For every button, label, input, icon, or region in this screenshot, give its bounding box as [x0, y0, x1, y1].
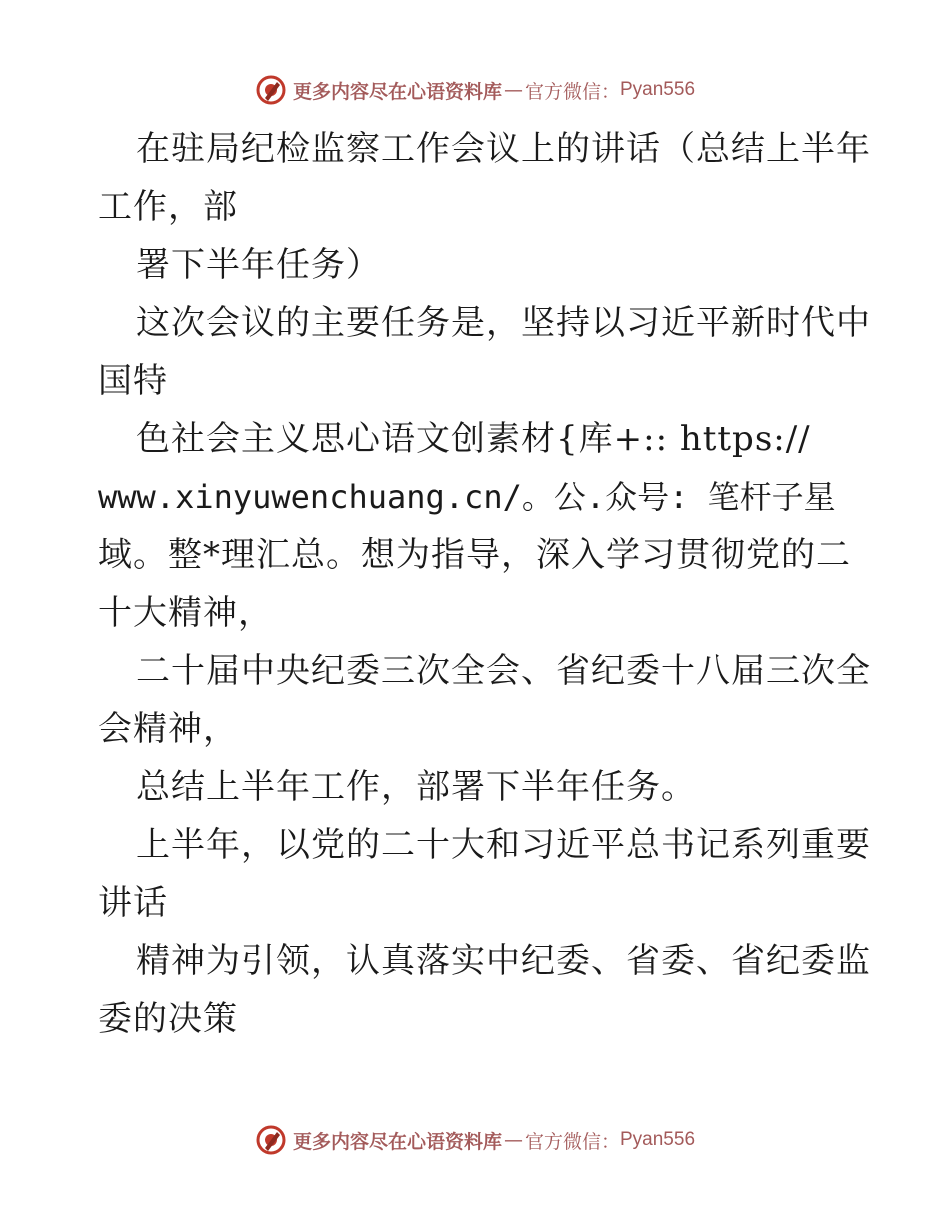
banner-wechat-id: Pyan556 [620, 1129, 696, 1150]
header-banner [0, 70, 950, 110]
text-line: 二十届中央纪委三次全会、省纪委十八届三次全 [136, 651, 871, 691]
text-line: 域。整*理汇总。想为指导，深入学习贯彻党的二 [98, 535, 851, 575]
text-line: 精神为引领，认真落实中纪委、省委、省纪委监 [136, 941, 871, 981]
text-line: 在驻局纪检监察工作会议上的讲话（总结上半年 [136, 129, 871, 169]
text-line: 会精神， [98, 709, 238, 749]
text-line: www.xinyuwenchuang.cn/。公.众号: 笔杆子星 [98, 478, 836, 516]
text-line: 色社会主义思心语文创素材{库+:: https:// [136, 419, 811, 459]
banner-separator: — [503, 79, 523, 101]
pen-logo-icon [255, 1124, 287, 1156]
banner-wechat-label: 官方微信： [524, 1130, 620, 1153]
text-line: 讲话 [98, 883, 168, 923]
banner-title: 更多内容尽在心语资料库 [292, 80, 502, 103]
banner-wechat-id: Pyan556 [620, 79, 696, 100]
text-line: 工作，部 [98, 187, 238, 227]
text-line: 这次会议的主要任务是，坚持以习近平新时代中 [136, 303, 871, 343]
footer-banner [0, 1120, 950, 1160]
banner-title: 更多内容尽在心语资料库 [292, 1130, 502, 1153]
text-line: 总结上半年工作，部署下半年任务。 [136, 767, 696, 807]
pen-logo-icon [255, 74, 287, 106]
text-line: 十大精神， [98, 593, 273, 633]
text-line: 上半年，以党的二十大和习近平总书记系列重要 [136, 825, 871, 865]
text-line: 委的决策 [98, 999, 238, 1039]
text-line: 署下半年任务） [136, 245, 381, 285]
text-line: 国特 [98, 361, 168, 401]
banner-wechat-label: 官方微信： [524, 80, 620, 103]
document-body [98, 120, 871, 1048]
banner-separator: — [503, 1129, 523, 1151]
